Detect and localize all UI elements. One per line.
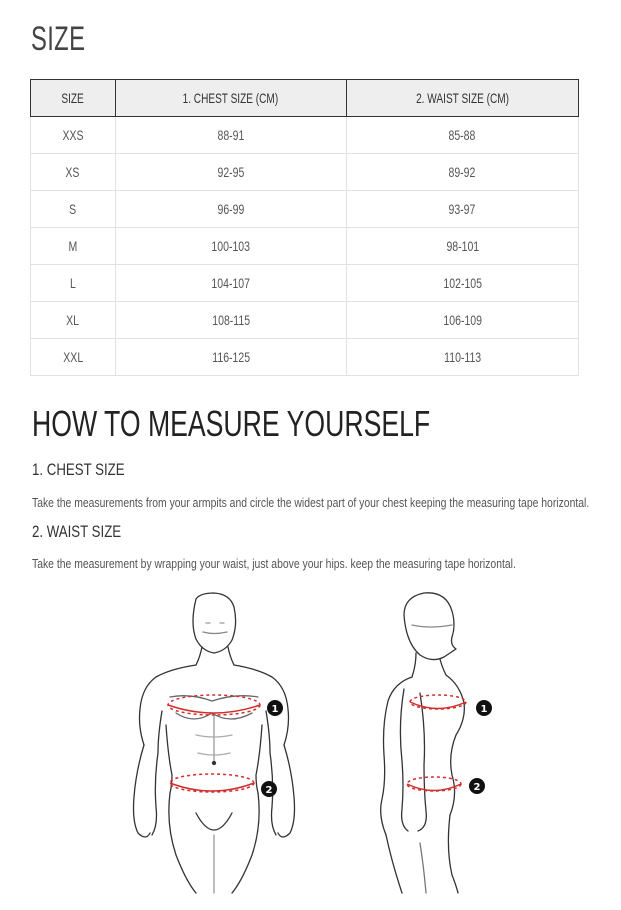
table-row: [31, 302, 579, 339]
cell-size: XXL: [31, 339, 116, 376]
waist-size-heading: 2. WAIST SIZE: [32, 522, 122, 541]
cell-waist: 102-105: [346, 265, 578, 302]
cell-chest: 104-107: [115, 265, 346, 302]
table-row: [31, 228, 579, 265]
table-row: [31, 191, 579, 228]
table-row: [31, 117, 579, 154]
cell-waist: 106-109: [346, 302, 578, 339]
waist-size-description: Take the measurement by wrapping your waist, just above your hips. keep the measuring tape horizontal.: [32, 556, 516, 571]
side-chest-tape: [410, 695, 466, 709]
cell-chest: 108-115: [115, 302, 346, 339]
cell-chest: 96-99: [115, 191, 346, 228]
table-row: [31, 265, 579, 302]
page-title: SIZE: [31, 20, 86, 58]
front-body-figure: [134, 593, 295, 893]
side-marker-2-label: 2: [473, 782, 481, 793]
table-row: [31, 154, 579, 191]
side-marker-1: [476, 700, 492, 716]
table-row: [31, 339, 579, 376]
front-marker-1-label: 1: [271, 704, 279, 715]
front-marker-2-label: 2: [265, 785, 273, 796]
cell-waist: 110-113: [346, 339, 578, 376]
side-marker-1-label: 1: [480, 704, 488, 715]
front-marker-2: [261, 781, 277, 797]
front-marker-1: [267, 700, 283, 716]
front-chest-tape: [168, 695, 260, 715]
table-header-row: [31, 80, 579, 117]
cell-size: XS: [31, 154, 116, 191]
cell-chest: 92-95: [115, 154, 346, 191]
header-chest: 1. CHEST SIZE (CM): [115, 80, 346, 117]
cell-size: L: [31, 265, 116, 302]
front-waist-tape: [170, 774, 254, 792]
header-waist: 2. WAIST SIZE (CM): [346, 80, 578, 117]
measurement-illustration: [0, 585, 621, 895]
cell-size: S: [31, 191, 116, 228]
cell-size: XL: [31, 302, 116, 339]
cell-waist: 93-97: [346, 191, 578, 228]
cell-chest: 88-91: [115, 117, 346, 154]
chest-size-heading: 1. CHEST SIZE: [32, 460, 125, 479]
cell-size: M: [31, 228, 116, 265]
cell-waist: 98-101: [346, 228, 578, 265]
cell-chest: 116-125: [115, 339, 346, 376]
header-size: SIZE: [31, 80, 116, 117]
side-body-figure: [381, 593, 465, 893]
size-chart-table: [30, 79, 579, 376]
cell-chest: 100-103: [115, 228, 346, 265]
cell-waist: 85-88: [346, 117, 578, 154]
side-marker-2: [469, 778, 485, 794]
chest-size-description: Take the measurements from your armpits and circle the widest part of your chest keeping the measuring tape horizontal.: [32, 495, 590, 510]
cell-waist: 89-92: [346, 154, 578, 191]
cell-size: XXS: [31, 117, 116, 154]
measure-heading: HOW TO MEASURE YOURSELF: [32, 403, 431, 444]
